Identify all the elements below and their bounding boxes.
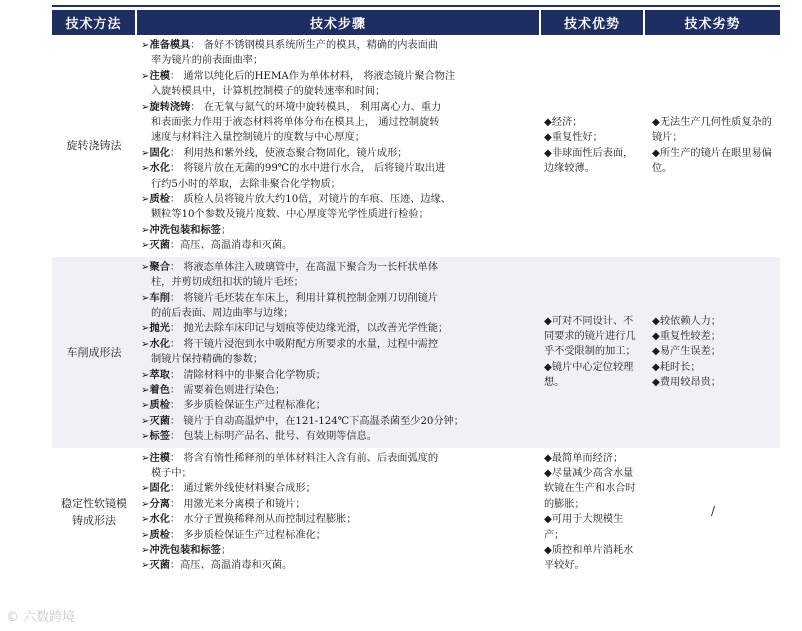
steps-cell bbox=[136, 448, 540, 577]
step-text: 的前后表面、周边曲率与边缘； bbox=[151, 307, 294, 319]
step-text: 制镜片保持精确的参数； bbox=[151, 354, 264, 366]
method-name: 车削成形法 bbox=[52, 257, 136, 448]
diamond-bullet-icon: ◆ bbox=[544, 452, 552, 464]
step-key: 质检 bbox=[149, 193, 170, 206]
step-key: 灭菌 bbox=[149, 239, 170, 252]
step-text: 速度与材料注入量控制镜片的度数与中心厚度； bbox=[151, 132, 365, 144]
step-key: 准备模具 bbox=[149, 39, 191, 51]
arrow-bullet-icon: ➢ bbox=[141, 292, 150, 304]
step-key: 分离 bbox=[149, 497, 170, 510]
step-text: 和表面张力作用于液态材料将单体分布在模具上， 通过控制旋转 bbox=[151, 117, 440, 129]
disadvantage-text: 费用较昂贵； bbox=[659, 377, 721, 389]
disadvantage-item bbox=[652, 375, 774, 390]
step-item bbox=[141, 429, 534, 444]
step-item bbox=[141, 368, 534, 383]
arrow-bullet-icon: ➢ bbox=[141, 70, 150, 82]
arrow-bullet-icon: ➢ bbox=[141, 452, 150, 464]
arrow-bullet-icon: ➢ bbox=[141, 545, 150, 556]
advantage-text: 非球面性后表面，边缘较薄。 bbox=[544, 147, 634, 175]
step-text: ： 备好不锈钢模具系统所生产的模具，精确的内表面曲 bbox=[190, 40, 439, 51]
steps-cell bbox=[136, 35, 540, 257]
step-text: ： 将镜片毛坯装在车床上，利用计算机控制金刚刀切削镜片 bbox=[169, 292, 439, 304]
advantage-text: 尽量减少高含水量软镜在生产和水合时的膨胀； bbox=[544, 467, 636, 510]
disadvantages-cell bbox=[644, 448, 780, 577]
table-row bbox=[52, 35, 780, 257]
step-key: 质检 bbox=[149, 399, 170, 412]
step-key: 质检 bbox=[149, 528, 170, 541]
step-key: 抛光 bbox=[149, 322, 170, 335]
step-text: ； bbox=[220, 545, 232, 556]
disadvantage-text: / bbox=[710, 504, 716, 519]
step-key: 聚合 bbox=[149, 260, 170, 273]
arrow-bullet-icon: ➢ bbox=[141, 400, 150, 412]
step-text: 行约5小时的萃取，去除非聚合化学物质； bbox=[151, 178, 341, 190]
step-item bbox=[141, 481, 534, 496]
advantage-item bbox=[544, 115, 636, 130]
step-item bbox=[141, 192, 534, 223]
disadvantages-cell bbox=[644, 257, 780, 448]
step-text: ： 需要着色则进行染色； bbox=[169, 384, 286, 396]
step-key: 固化 bbox=[149, 146, 170, 159]
header-advantages: 技术优势 bbox=[540, 10, 644, 35]
advantages-cell bbox=[540, 448, 644, 577]
step-item bbox=[141, 558, 534, 573]
top-rule bbox=[52, 5, 780, 7]
disadvantage-text: 无法生产几何性质复杂的镜片； bbox=[652, 117, 772, 144]
arrow-bullet-icon: ➢ bbox=[141, 415, 150, 427]
table-row bbox=[52, 448, 780, 577]
watermark-logo: © 六数跨境 bbox=[6, 610, 76, 625]
process-comparison-table bbox=[52, 10, 780, 577]
arrow-bullet-icon: ➢ bbox=[141, 431, 150, 443]
disadvantage-item bbox=[652, 314, 774, 329]
arrow-bullet-icon: ➢ bbox=[141, 514, 150, 526]
step-item bbox=[141, 398, 534, 413]
header-method: 技术方法 bbox=[52, 10, 136, 35]
diamond-bullet-icon: ◆ bbox=[652, 377, 660, 389]
step-key: 萃取 bbox=[149, 368, 170, 381]
arrow-bullet-icon: ➢ bbox=[141, 529, 150, 541]
advantage-item bbox=[544, 451, 636, 466]
step-key: 标签 bbox=[149, 430, 170, 443]
step-text: ： 将液态单体注入玻璃管中，在高温下聚合为一长杆状单体 bbox=[169, 261, 439, 273]
step-text: ： 水分子置换稀释剂从而控制过程膨胀； bbox=[169, 514, 357, 526]
advantage-text: 可对不同设计、不同要求的镜片进行几乎不受限制的加工； bbox=[544, 315, 636, 358]
step-item bbox=[141, 497, 534, 512]
arrow-bullet-icon: ➢ bbox=[141, 261, 150, 273]
step-item bbox=[141, 414, 534, 429]
step-text: ： 通过紫外线使材料聚合成形； bbox=[169, 483, 316, 495]
advantage-text: 重复性好； bbox=[551, 132, 603, 144]
step-item bbox=[141, 38, 534, 69]
step-item bbox=[141, 451, 534, 482]
step-text: ： 质检人员将镜片放大约10倍，对镜片的车痕、压迹、边缘、 bbox=[169, 194, 451, 206]
arrow-bullet-icon: ➢ bbox=[141, 498, 150, 510]
diamond-bullet-icon: ◆ bbox=[544, 545, 552, 556]
arrow-bullet-icon: ➢ bbox=[141, 384, 150, 396]
arrow-bullet-icon: ➢ bbox=[141, 194, 150, 206]
disadvantage-item bbox=[652, 115, 774, 146]
diamond-bullet-icon: ◆ bbox=[544, 117, 552, 129]
step-text: ： 镜片于自动高温炉中，在121-124℃下高温杀菌至少20分钟； bbox=[169, 415, 464, 427]
step-item bbox=[141, 291, 534, 322]
step-text: ：高压、高温消毒和灭菌。 bbox=[169, 560, 293, 572]
arrow-bullet-icon: ➢ bbox=[141, 163, 150, 175]
step-item bbox=[141, 223, 534, 238]
step-item bbox=[141, 337, 534, 368]
diamond-bullet-icon: ◆ bbox=[544, 315, 552, 327]
arrow-bullet-icon: ➢ bbox=[141, 40, 150, 51]
step-item bbox=[141, 512, 534, 527]
method-name: 旋转浇铸法 bbox=[66, 139, 122, 153]
step-key: 着色 bbox=[149, 383, 170, 396]
step-text: ： 包装上标明产品名、批号、有效期等信息。 bbox=[169, 431, 377, 443]
step-text: ； bbox=[220, 224, 232, 236]
step-text: ： 将镜片放在无菌的99℃的水中进行水合， 后将镜片取出进 bbox=[169, 163, 446, 175]
step-item bbox=[141, 260, 534, 291]
step-text: ： 多步质检保证生产过程标准化； bbox=[169, 400, 326, 412]
step-key: 车削 bbox=[149, 291, 170, 304]
disadvantage-text: 耗时长； bbox=[659, 361, 701, 373]
diamond-bullet-icon: ◆ bbox=[652, 361, 660, 373]
arrow-bullet-icon: ➢ bbox=[141, 483, 150, 495]
advantage-item bbox=[544, 314, 636, 360]
disadvantages-cell bbox=[644, 35, 780, 257]
method-name: 稳定性软镜模铸成形法 bbox=[61, 497, 127, 528]
advantage-text: 可用于大规模生产； bbox=[544, 514, 624, 541]
disadvantage-item bbox=[652, 329, 774, 344]
disadvantage-item bbox=[652, 344, 774, 359]
diamond-bullet-icon: ◆ bbox=[652, 117, 660, 129]
arrow-bullet-icon: ➢ bbox=[141, 101, 150, 113]
step-item bbox=[141, 146, 534, 161]
step-text: ： 将含有惰性稀释剂的单体材料注入含有前、后表面弧度的 bbox=[169, 452, 439, 464]
advantages-cell bbox=[540, 257, 644, 448]
diamond-bullet-icon: ◆ bbox=[544, 514, 552, 526]
arrow-bullet-icon: ➢ bbox=[141, 338, 150, 350]
disadvantage-text: 重复性较差； bbox=[659, 331, 721, 343]
step-key: 灭菌 bbox=[149, 559, 170, 572]
step-item bbox=[141, 321, 534, 336]
step-text: ： 通常以纯化后的HEMA作为单体材料， 将液态镜片聚合物注 bbox=[169, 70, 456, 82]
arrow-bullet-icon: ➢ bbox=[141, 147, 150, 159]
advantage-item bbox=[544, 146, 636, 177]
step-text: 柱，并剪切成纽扣状的镜片毛坯； bbox=[151, 277, 304, 289]
step-key: 注模 bbox=[149, 451, 170, 464]
step-key: 水化 bbox=[149, 513, 170, 526]
disadvantage-text: 所生产的镜片在眼里易偏位。 bbox=[652, 147, 772, 175]
header-steps: 技术步骤 bbox=[136, 10, 540, 35]
step-text: ： 在无氧与氮气的环境中旋转模具， 利用离心力、重力 bbox=[190, 101, 442, 113]
advantage-item bbox=[544, 512, 636, 543]
step-key: 固化 bbox=[149, 482, 170, 495]
diamond-bullet-icon: ◆ bbox=[652, 147, 660, 159]
table-row bbox=[52, 257, 780, 448]
step-text: 颗粒等10个参数及镜片度数、中心厚度等光学性质进行检验； bbox=[151, 209, 429, 221]
disadvantage-item bbox=[652, 146, 774, 177]
step-text: 率为镜片的前表面曲率； bbox=[151, 55, 264, 67]
step-key: 水化 bbox=[149, 162, 170, 175]
step-item bbox=[141, 161, 534, 192]
step-item bbox=[141, 238, 534, 253]
step-item bbox=[141, 543, 534, 558]
step-text: ： 抛光去除车床印记与划痕等使边缘光滑，以改善光学性能； bbox=[169, 323, 449, 335]
step-text: ： 用激光来分离模子和镜片； bbox=[169, 498, 306, 510]
arrow-bullet-icon: ➢ bbox=[141, 369, 150, 381]
advantage-text: 镜片中心定位较理想。 bbox=[544, 361, 634, 389]
step-text: ： 多步质检保证生产过程标准化； bbox=[169, 529, 326, 541]
diamond-bullet-icon: ◆ bbox=[652, 315, 660, 327]
step-text: 模子中； bbox=[151, 467, 192, 479]
advantage-item bbox=[544, 543, 636, 574]
step-text: ： 清除材料中的非聚合化学物质； bbox=[169, 369, 326, 381]
step-item bbox=[141, 383, 534, 398]
advantages-cell bbox=[540, 35, 644, 257]
header-row bbox=[52, 10, 780, 35]
step-text: ： 利用热和紫外线，使液态聚合物固化，镜片成形； bbox=[169, 147, 408, 159]
arrow-bullet-icon: ➢ bbox=[141, 323, 150, 335]
header-disadvantages: 技术劣势 bbox=[644, 10, 780, 35]
step-text: 入旋转模具中，计算机控制模子的旋转速率和时间； bbox=[151, 86, 386, 98]
step-item bbox=[141, 528, 534, 543]
step-key: 旋转浇铸 bbox=[149, 100, 191, 113]
advantage-text: 质控和单片消耗水平较好。 bbox=[544, 545, 634, 572]
steps-cell bbox=[136, 257, 540, 448]
diamond-bullet-icon: ◆ bbox=[544, 132, 552, 144]
arrow-bullet-icon: ➢ bbox=[141, 240, 150, 252]
diamond-bullet-icon: ◆ bbox=[652, 346, 660, 358]
step-key: 水化 bbox=[149, 337, 170, 350]
diamond-bullet-icon: ◆ bbox=[652, 331, 660, 343]
advantage-text: 经济； bbox=[551, 117, 583, 129]
diamond-bullet-icon: ◆ bbox=[544, 361, 552, 373]
step-key: 冲洗包装和标签 bbox=[149, 223, 221, 236]
step-key: 灭菌 bbox=[149, 414, 170, 427]
arrow-bullet-icon: ➢ bbox=[141, 224, 150, 236]
advantage-item bbox=[544, 466, 636, 512]
step-item bbox=[141, 100, 534, 146]
disadvantage-text: 易产生误差； bbox=[659, 346, 721, 358]
advantage-item bbox=[544, 130, 636, 145]
diamond-bullet-icon: ◆ bbox=[544, 147, 552, 159]
step-item bbox=[141, 69, 534, 100]
step-text: ：高压、高温消毒和灭菌。 bbox=[169, 240, 293, 252]
disadvantage-item bbox=[652, 504, 774, 519]
step-text: ： 将干镜片浸泡到水中吸附配方所要求的水量，过程中需控 bbox=[169, 338, 439, 350]
step-key: 冲洗包装和标签 bbox=[149, 544, 221, 556]
arrow-bullet-icon: ➢ bbox=[141, 560, 150, 572]
step-key: 注模 bbox=[149, 69, 170, 82]
advantage-item bbox=[544, 360, 636, 391]
diamond-bullet-icon: ◆ bbox=[544, 467, 552, 479]
disadvantage-text: 较依赖人力； bbox=[659, 315, 721, 327]
advantage-text: 最简单而经济； bbox=[551, 452, 624, 464]
disadvantage-item bbox=[652, 360, 774, 375]
